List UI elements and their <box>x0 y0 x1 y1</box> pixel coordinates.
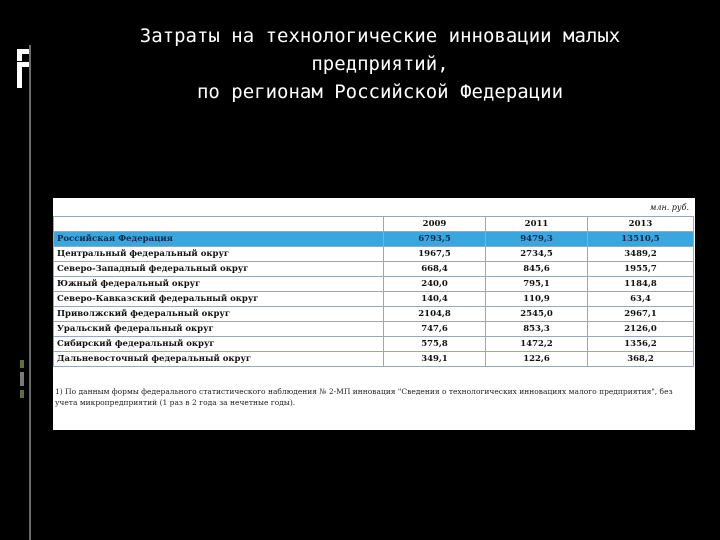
table-row <box>54 322 694 337</box>
slide-title-line-2: предприятий, <box>311 53 449 75</box>
unit-label: млн. руб. <box>649 203 689 212</box>
region-name-cell: Российская Федерация <box>54 232 384 247</box>
region-name-cell: Северо-Кавказский федеральный округ <box>54 292 384 307</box>
value-cell: 368,2 <box>588 352 694 367</box>
slide-title-line-1: Затраты на технологические инновации малых <box>139 25 621 47</box>
value-cell: 575,8 <box>384 337 486 352</box>
value-cell: 2734,5 <box>486 247 588 262</box>
region-name-cell: Дальневосточный федеральный округ <box>54 352 384 367</box>
value-cell: 747,6 <box>384 322 486 337</box>
slide-title-line-3: по регионам Российской Федерации <box>196 81 564 103</box>
value-cell: 795,1 <box>486 277 588 292</box>
slide-decor-block <box>22 49 29 54</box>
value-cell: 668,4 <box>384 262 486 277</box>
value-cell: 3489,2 <box>588 247 694 262</box>
table-header-row <box>54 217 694 232</box>
slide-decor-mark <box>20 360 24 368</box>
region-name-cell: Южный федеральный округ <box>54 277 384 292</box>
value-cell: 110,9 <box>486 292 588 307</box>
value-cell: 845,6 <box>486 262 588 277</box>
region-name-cell: Приволжский федеральный округ <box>54 307 384 322</box>
table-row <box>54 262 694 277</box>
value-cell: 2126,0 <box>588 322 694 337</box>
table-image <box>53 198 695 430</box>
region-name-cell: Северо-Западный федеральный округ <box>54 262 384 277</box>
value-cell: 122,6 <box>486 352 588 367</box>
table-row <box>54 292 694 307</box>
table-row <box>54 232 694 247</box>
table-row <box>54 352 694 367</box>
slide-left-rule <box>29 45 31 540</box>
table-row <box>54 247 694 262</box>
value-cell: 349,1 <box>384 352 486 367</box>
region-name-cell: Центральный федеральный округ <box>54 247 384 262</box>
value-cell: 1184,8 <box>588 277 694 292</box>
value-cell: 1356,2 <box>588 337 694 352</box>
value-cell: 9479,3 <box>486 232 588 247</box>
value-cell: 1472,2 <box>486 337 588 352</box>
region-name-cell: Уральский федеральный округ <box>54 322 384 337</box>
table-row <box>54 337 694 352</box>
value-cell: 1955,7 <box>588 262 694 277</box>
table-row <box>54 307 694 322</box>
value-cell: 63,4 <box>588 292 694 307</box>
value-cell: 2967,1 <box>588 307 694 322</box>
header-cell-2011: 2011 <box>486 217 588 232</box>
value-cell: 140,4 <box>384 292 486 307</box>
table-row <box>54 277 694 292</box>
value-cell: 1967,5 <box>384 247 486 262</box>
header-cell-2009: 2009 <box>384 217 486 232</box>
value-cell: 2104,8 <box>384 307 486 322</box>
header-cell-name <box>54 217 384 232</box>
slide-title <box>80 22 680 106</box>
value-cell: 853,3 <box>486 322 588 337</box>
region-name-cell: Сибирский федеральный округ <box>54 337 384 352</box>
value-cell: 6793,5 <box>384 232 486 247</box>
value-cell: 240,0 <box>384 277 486 292</box>
table-footnote: 1) По данным формы федерального статистического наблюдения № 2-МП инновация "Сведения о технологических инновациях малого предприятия", без учета микропредприятий (1 раз в 2 года за нечетные годы). <box>55 387 673 407</box>
slide-decor-mark <box>20 390 24 398</box>
header-cell-2013: 2013 <box>588 217 694 232</box>
data-table <box>53 216 694 367</box>
value-cell: 2545,0 <box>486 307 588 322</box>
value-cell: 13510,5 <box>588 232 694 247</box>
slide-decor-mark <box>20 372 24 386</box>
slide-decor-block <box>22 62 29 67</box>
